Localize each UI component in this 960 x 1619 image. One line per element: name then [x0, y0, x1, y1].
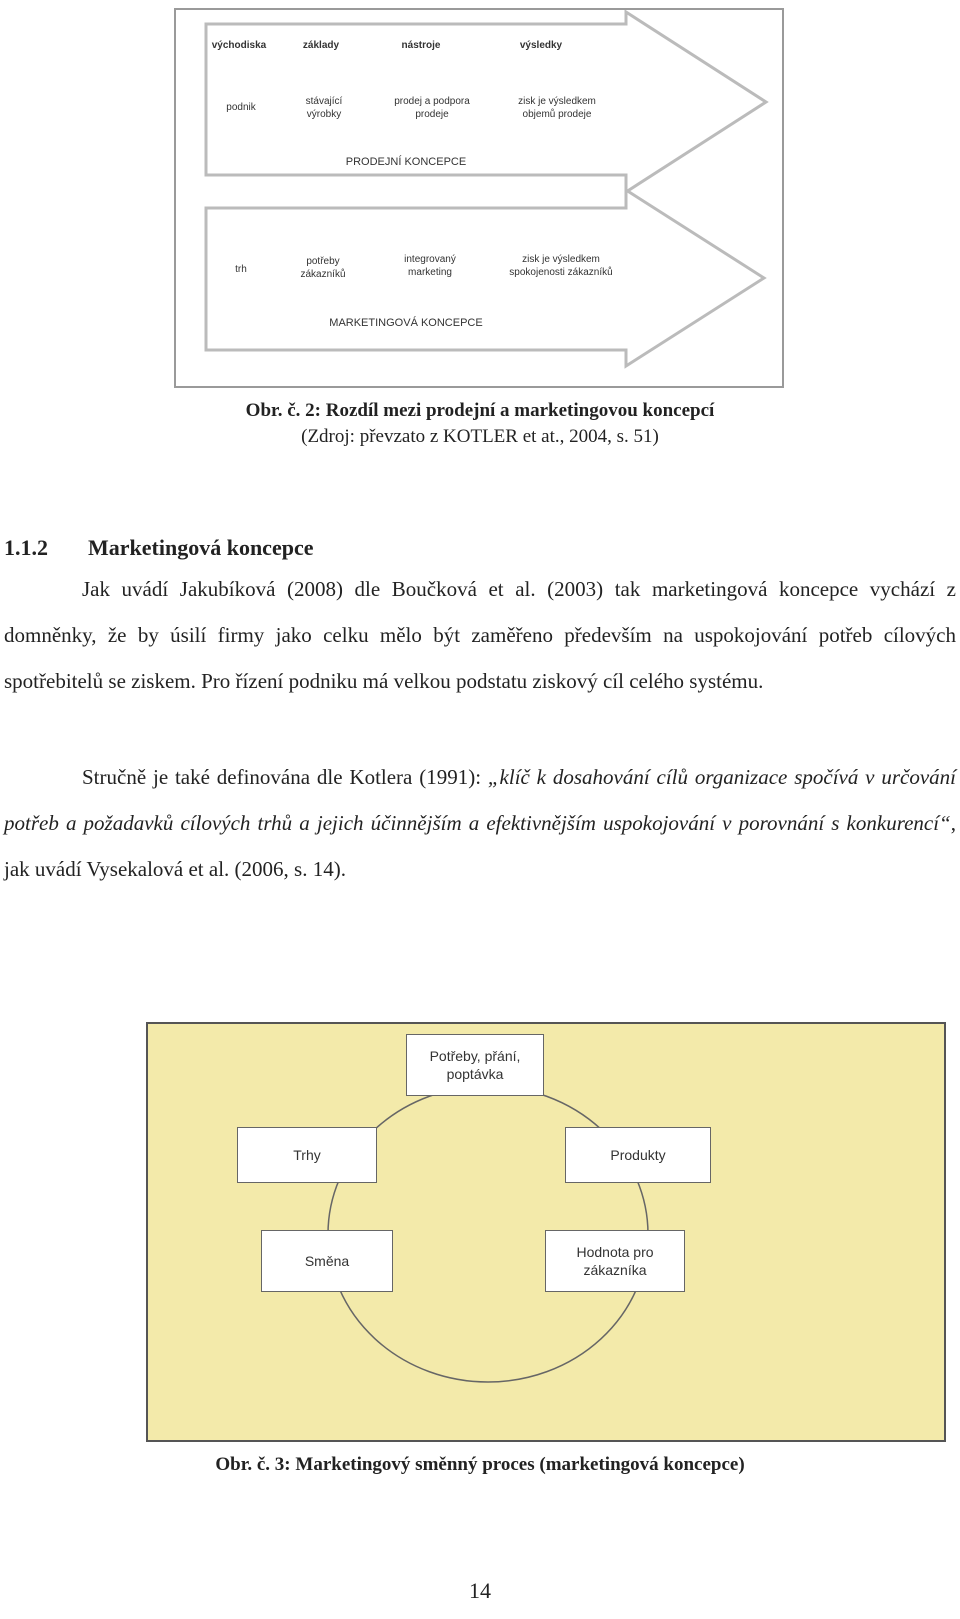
top-cell-profit-volume: zisk je výsledkem objemů prodeje	[518, 96, 596, 120]
top-cell-company: podnik	[226, 102, 256, 113]
bottom-cell-customer-needs: potřeby zákazníků	[300, 256, 346, 280]
paragraph-2-intro: Stručně je také definována dle Kotlera (1991):	[82, 765, 488, 789]
top-arrow-title: PRODEJNÍ KONCEPCE	[345, 156, 467, 168]
figure-sales-vs-marketing	[174, 8, 784, 388]
top-cell-selling-promotion: prodej a podpora prodeje	[394, 96, 470, 120]
node-exchange: Směna	[261, 1230, 393, 1292]
paragraph-1	[4, 566, 956, 704]
figure-exchange-process	[146, 1022, 946, 1442]
bottom-cell-profit-satisfaction: zisk je výsledkem spokojenosti zákazníků	[509, 254, 613, 278]
figure1-caption: Obr. č. 2: Rozdíl mezi prodejní a marketingovou koncepcí	[245, 400, 715, 421]
kotler-quote: „klíč k dosahování cílů organizace spočívá v určování potřeb a požadavků cílových trhů a jejich účinnějším a efektivnějším uspokojování v porovnání s konkurencí“	[4, 765, 956, 835]
header-results: výsledky	[519, 40, 563, 51]
node-value: Hodnota pro zákazníka	[545, 1230, 685, 1292]
section-heading	[4, 535, 313, 561]
header-starting-point: východiska	[211, 40, 267, 51]
figure1-source: (Zdroj: převzato z KOTLER et at., 2004, s. 51)	[301, 426, 659, 447]
header-basis: základy	[302, 40, 340, 51]
section-number: 1.1.2	[4, 535, 48, 560]
paragraph-1-text: Jak uvádí Jakubíková (2008) dle Boučková et al. (2003) tak marketingová koncepce vychází z domněnky, že by úsilí firmy jako celku mělo být zaměřeno především na uspokojování potřeb cílových spotřebitelů se ziskem. Pro řízení podniku má velkou podstatu ziskový cíl celého systému.	[4, 577, 956, 693]
bottom-arrow-title: MARKETINGOVÁ KONCEPCE	[329, 317, 483, 329]
top-arrow-shape	[206, 12, 766, 192]
paragraph-2	[4, 754, 956, 892]
node-markets: Trhy	[237, 1127, 377, 1183]
node-products: Produkty	[565, 1127, 711, 1183]
top-cell-existing-products: stávající výrobky	[305, 96, 343, 120]
bottom-cell-integrated-marketing: integrovaný marketing	[404, 254, 456, 278]
section-title: Marketingová koncepce	[88, 535, 314, 560]
header-tools: nástroje	[401, 40, 441, 51]
paragraph-2-outro: , jak uvádí Vysekalová et al. (2006, s. 14).	[4, 811, 956, 881]
figure2-caption: Obr. č. 3: Marketingový směnný proces (marketingová koncepce)	[215, 1454, 745, 1475]
node-needs: Potřeby, přání, poptávka	[406, 1034, 544, 1096]
page-number: 14	[469, 1578, 491, 1603]
bottom-cell-market: trh	[235, 264, 247, 275]
